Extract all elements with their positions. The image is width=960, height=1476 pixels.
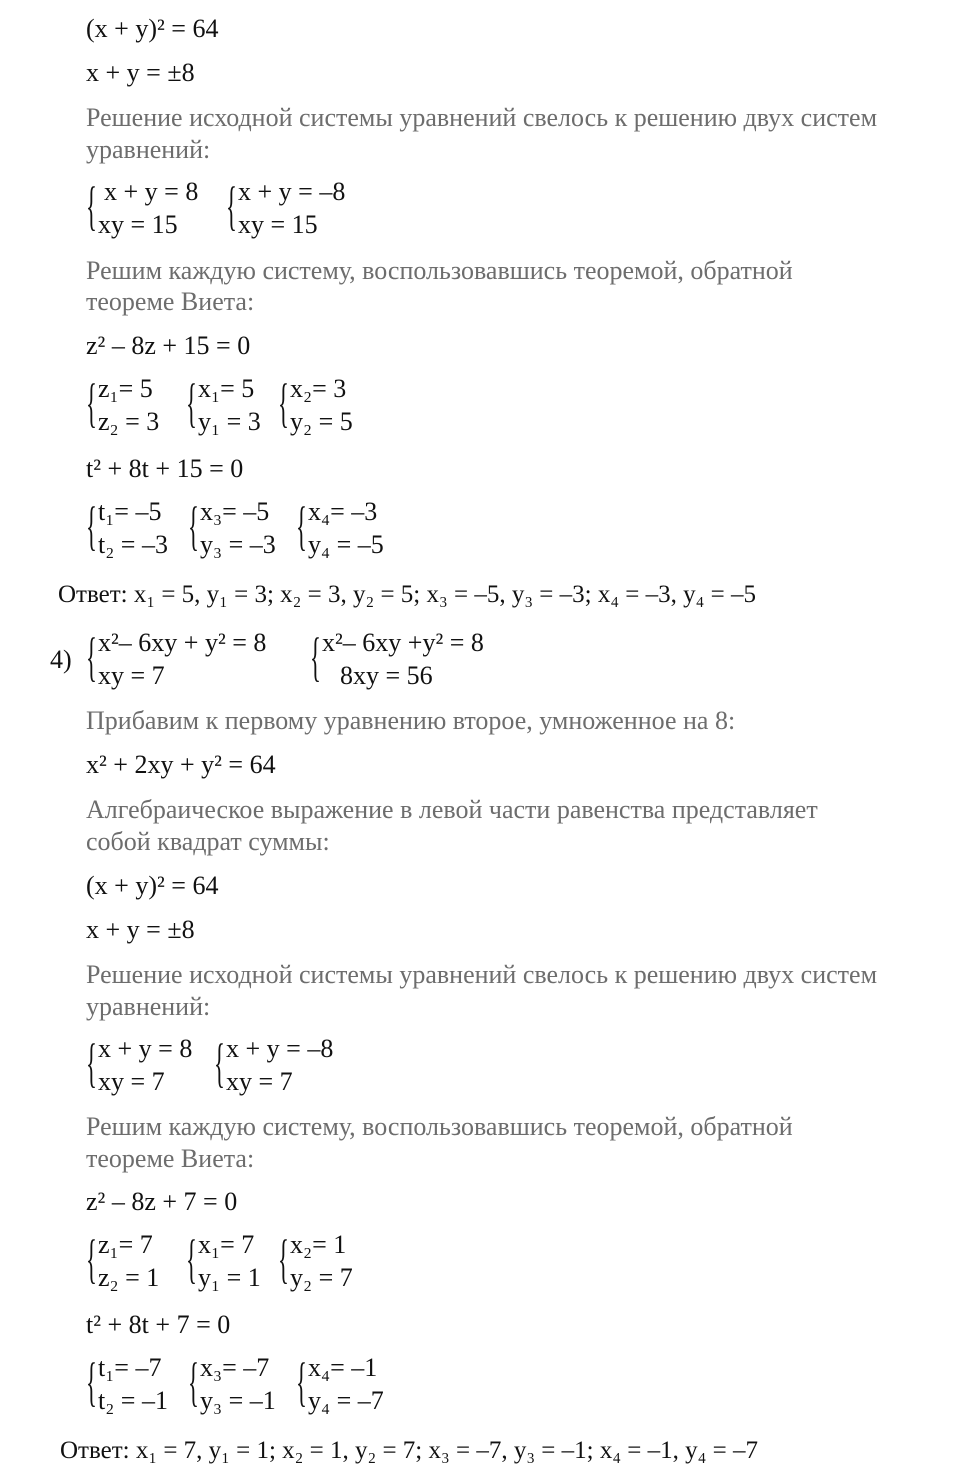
system-row: x₂= 1 (290, 1230, 347, 1259)
brace-icon: { (188, 1352, 199, 1412)
brace-icon: { (186, 373, 197, 433)
system-row: t₁= –5 (98, 497, 162, 526)
brace-icon: { (86, 627, 97, 687)
explanation-line: Алгебраическое выражение в левой части равенства представляет (86, 795, 818, 824)
quadratic-equation: z² – 8z + 15 = 0 (86, 331, 251, 360)
explanation-line: теореме Виета: (86, 1144, 255, 1173)
explanation-line: теореме Виета: (86, 287, 255, 316)
system-row: x + y = 8 (98, 1034, 193, 1063)
problem-number: 4) (50, 645, 72, 674)
system-row: 8xy = 56 (340, 661, 433, 690)
brace-icon: { (296, 1352, 307, 1412)
brace-icon: { (86, 176, 97, 236)
brace-icon: { (86, 373, 97, 433)
system-row: xy = 15 (98, 210, 178, 239)
system-row: x²– 6xy + y² = 8 (98, 628, 267, 657)
brace-icon: { (86, 1229, 97, 1289)
system-row: t₂ = –1 (98, 1386, 168, 1415)
equation-plus-minus: x + y = ±8 (86, 58, 195, 87)
answer-line: Ответ: x₁ = 5, y₁ = 3; x₂ = 3, y₂ = 5; x₃ = –5, y₃ = –3; x₄ = –3, y₄ = –5 (58, 581, 756, 608)
brace-icon: { (86, 1033, 97, 1093)
equation-square: (x + y)² = 64 (86, 14, 219, 43)
explanation-line: собой квадрат суммы: (86, 827, 330, 856)
brace-icon: { (310, 627, 321, 687)
system-row: y₃ = –1 (200, 1386, 276, 1415)
answer-line: Ответ: x₁ = 7, y₁ = 1; x₂ = 1, y₂ = 7; x₃ = –7, y₃ = –1; x₄ = –1, y₄ = –7 (60, 1437, 758, 1464)
system-row: y₂ = 7 (290, 1263, 353, 1292)
system-row: y₁ = 3 (198, 407, 261, 436)
system-row: z₁= 5 (98, 374, 153, 403)
brace-icon: { (296, 496, 307, 556)
system-row: y₁ = 1 (198, 1263, 261, 1292)
system-row: xy = 15 (238, 210, 318, 239)
system-row: x₁= 7 (198, 1230, 255, 1259)
brace-icon: { (226, 176, 237, 236)
quadratic-equation: t² + 8t + 7 = 0 (86, 1310, 231, 1339)
explanation-line: уравнений: (86, 992, 211, 1021)
system-row: x₄= –1 (308, 1353, 378, 1382)
system-row: x²– 6xy +y² = 8 (322, 628, 484, 657)
equation-plus-minus: x + y = ±8 (86, 915, 195, 944)
system-row: x + y = –8 (226, 1034, 334, 1063)
system-row: y₂ = 5 (290, 407, 353, 436)
quadratic-equation: t² + 8t + 15 = 0 (86, 454, 244, 483)
equation-sum: x² + 2xy + y² = 64 (86, 750, 276, 779)
explanation-line: Прибавим к первому уравнению второе, умноженное на 8: (86, 706, 736, 735)
system-row: x₃= –5 (200, 497, 270, 526)
brace-icon: { (86, 1352, 97, 1412)
explanation-line: Решение исходной системы уравнений свелось к решению двух систем (86, 960, 878, 989)
brace-icon: { (278, 373, 289, 433)
system-row: x₂= 3 (290, 374, 347, 403)
system-row: x₁= 5 (198, 374, 255, 403)
system-row: x₄= –3 (308, 497, 378, 526)
system-row: z₂ = 1 (98, 1263, 160, 1292)
explanation-line: Решим каждую систему, воспользовавшись теоремой, обратной (86, 256, 793, 285)
brace-icon: { (278, 1229, 289, 1289)
system-row: x + y = –8 (238, 177, 346, 206)
system-row: z₂ = 3 (98, 407, 160, 436)
system-row: z₁= 7 (98, 1230, 153, 1259)
system-row: x₃= –7 (200, 1353, 270, 1382)
brace-icon: { (186, 1229, 197, 1289)
system-row: xy = 7 (98, 661, 165, 690)
quadratic-equation: z² – 8z + 7 = 0 (86, 1187, 238, 1216)
system-row: xy = 7 (98, 1067, 165, 1096)
system-row: y₃ = –3 (200, 530, 276, 559)
system-row: xy = 7 (226, 1067, 293, 1096)
system-row: y₄ = –7 (308, 1386, 384, 1415)
system-row: y₄ = –5 (308, 530, 384, 559)
system-row: t₁= –7 (98, 1353, 162, 1382)
explanation-line: уравнений: (86, 135, 211, 164)
explanation-line: Решение исходной системы уравнений свелось к решению двух систем (86, 103, 878, 132)
brace-icon: { (86, 496, 97, 556)
brace-icon: { (214, 1033, 225, 1093)
system-row: t₂ = –3 (98, 530, 168, 559)
brace-icon: { (188, 496, 199, 556)
explanation-line: Решим каждую систему, воспользовавшись теоремой, обратной (86, 1112, 793, 1141)
system-row: x + y = 8 (104, 177, 199, 206)
equation-square: (x + y)² = 64 (86, 871, 219, 900)
